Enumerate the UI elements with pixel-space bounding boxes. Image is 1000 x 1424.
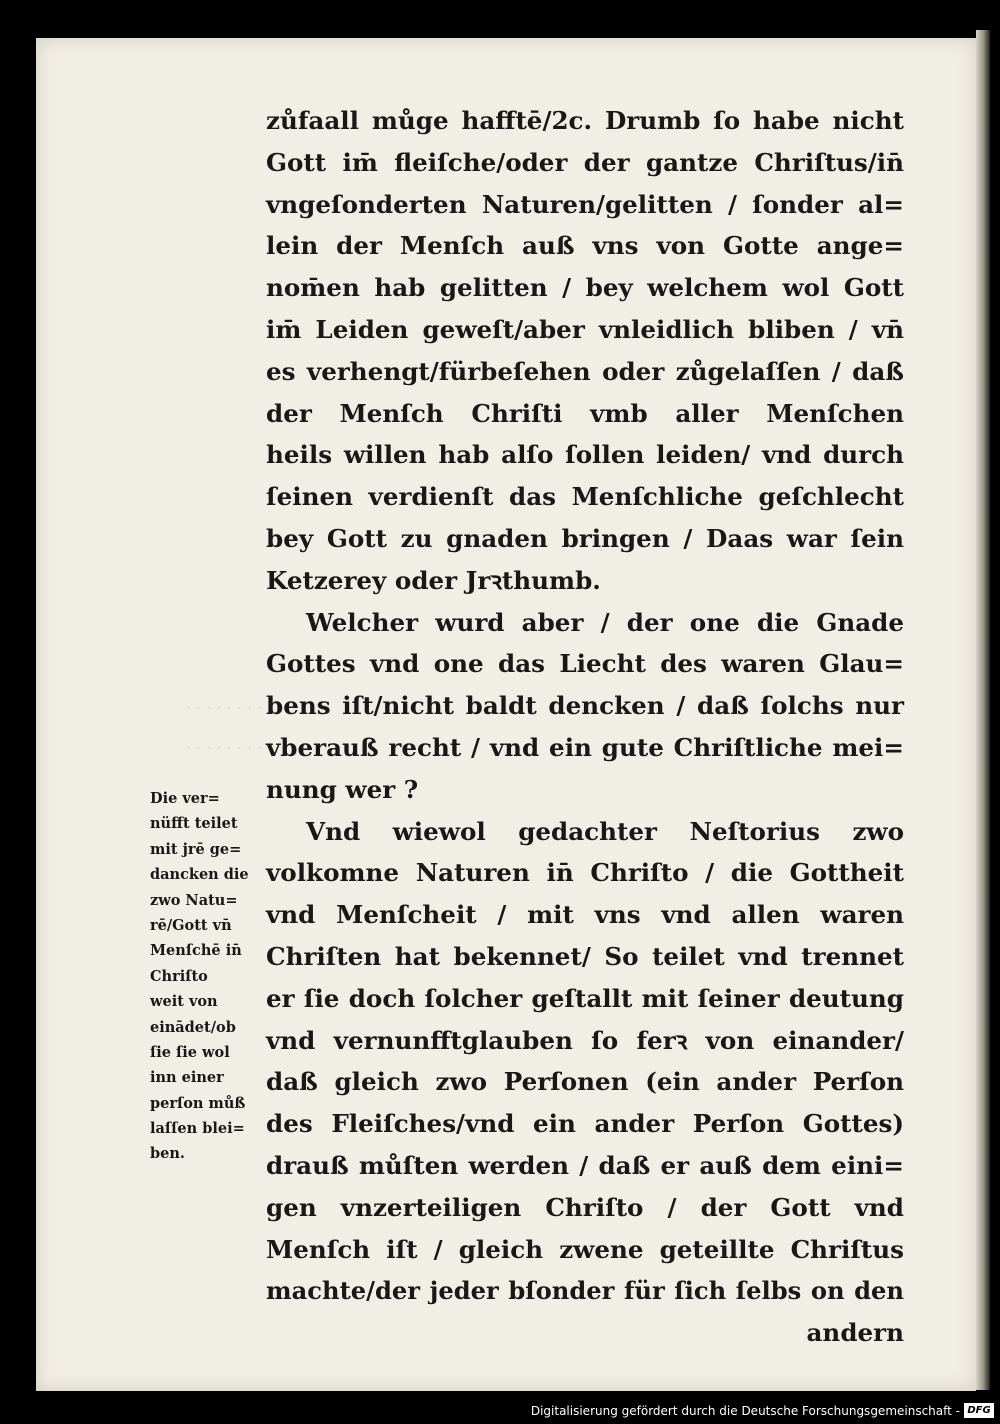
text-line: daß gleich zwo Perſonen (ein ander Perſon (266, 1067, 904, 1097)
text-line: vnd vernunfftglauben ſo ferꝛ von einander/ (266, 1025, 904, 1055)
text-line: vberauß recht / vnd ein gute Chriſtliche mei= (266, 732, 904, 762)
marginal-note-line: Menſchē in̄ (150, 942, 242, 960)
text-line: heils willen hab alſo ſollen leiden/ vnd durch (266, 440, 904, 470)
page-edge (976, 30, 990, 1390)
marginal-note-line: zwo Natu= (150, 891, 238, 909)
text-line: es verhengt/fürbeſehen oder zůgelaſſen / daß (266, 356, 904, 386)
text-line: bens iſt/nicht baldt dencken / daß ſolchs nur (266, 691, 904, 721)
text-line: ſeinen verdienſt das Menſchliche geſchlecht (266, 482, 904, 512)
marginal-note-line: Chriſto (150, 967, 208, 985)
dfg-logo: DFG (964, 1403, 994, 1418)
marginal-note-line: nüfft teilet (150, 815, 238, 833)
text-line: zůfaall můge hafftē/2c. Drumb ſo habe nicht (266, 106, 904, 135)
text-line: gen vnzerteiligen Chriſto / der Gott vnd (266, 1192, 904, 1222)
text-line: des Fleiſches/vnd ein ander Perſon Gottes) (266, 1109, 904, 1139)
text-line: nung wer ? (266, 774, 419, 804)
marginal-note-line: ben. (150, 1145, 185, 1163)
text-line: Chriſten hat bekennet/ So teilet vnd trennet (266, 941, 904, 971)
text-line: lein der Menſch auß vns von Gotte ange= (266, 231, 904, 261)
text-line: bey Gott zu gnaden bringen / Daas war ſein (266, 523, 904, 553)
text-line: er ſie doch ſolcher geſtallt mit ſeiner deutung (266, 983, 904, 1013)
marginal-note-line: Die ver= (150, 790, 220, 807)
marginal-note-line: inn einer (150, 1069, 224, 1087)
marginal-note-line: einādet/ob (150, 1018, 236, 1036)
paragraph-start-line: Vnd wiewol gedachter Neſtorius zwo (306, 816, 904, 846)
text-line: der Menſch Chriſti vmb aller Menſchen (266, 398, 904, 428)
text-line: im̄ Leiden geweſt/aber vnleidlich bliben / vn̄ (266, 314, 904, 344)
text-line: Gottes vnd one das Liecht des waren Glau= (266, 649, 904, 679)
text-line: machte/der jeder bſonder für ſich ſelbs on den (266, 1276, 904, 1306)
marginal-note-line: perſon můß (150, 1094, 246, 1112)
main-text-block (266, 100, 904, 1354)
marginal-note-line: ſie ſie wol (150, 1043, 230, 1061)
text-line: nom̄en hab gelitten / bey welchem wol Gott (266, 273, 904, 303)
funding-credit: Digitalisierung gefördert durch die Deutsche Forschungsgemeinschaft - (530, 1404, 960, 1418)
text-line: drauß můſten werden / daß er auß dem eini= (266, 1150, 904, 1180)
catchword: andern (806, 1318, 904, 1348)
footer-bar (0, 1398, 1000, 1424)
text-line: vnd Menſcheit / mit vns vnd allen waren (266, 900, 904, 930)
text-line: Gott im̄ fleiſche/oder der gantze Chriſtus/in̄ (266, 147, 904, 177)
bleed-through-text: · · · · · · · · (186, 738, 263, 757)
text-line: Ketzerey oder Jrꝛthumb. (266, 565, 601, 595)
marginal-note-line: dancken die (150, 866, 249, 884)
marginal-note (150, 786, 266, 1167)
marginal-note-line: rē/Gott vn̄ (150, 916, 232, 934)
text-line: Menſch iſt / gleich zwene geteillte Chriſtus (266, 1234, 904, 1264)
bleed-through-text: · · · · · · · · · · (186, 698, 283, 717)
marginal-note-line: laſſen blei= (150, 1120, 245, 1138)
marginal-note-line: weit von (150, 993, 218, 1011)
marginal-note-line: mit jrē ge= (150, 840, 242, 858)
text-line: volkomne Naturen in̄ Chriſto / die Gottheit (266, 858, 904, 888)
text-line: vngeſonderten Naturen/gelitten / ſonder al= (266, 189, 904, 219)
paragraph-start-line: Welcher wurd aber / der one die Gnade (306, 607, 904, 637)
